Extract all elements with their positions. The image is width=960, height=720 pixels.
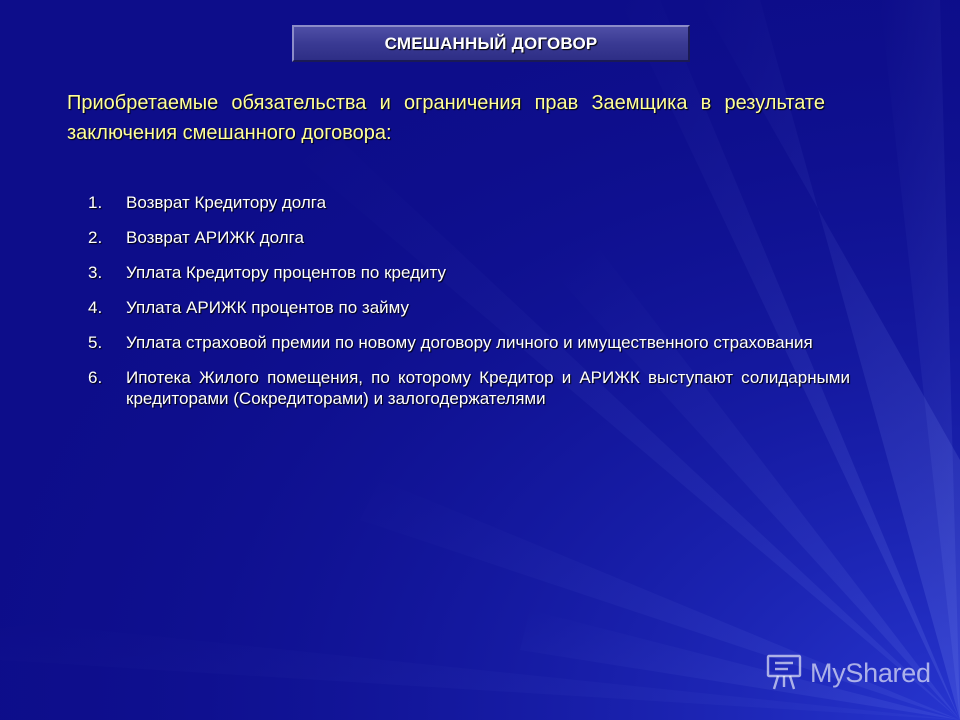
page-title: СМЕШАННЫЙ ДОГОВОР xyxy=(384,33,598,53)
list-item-text: Уплата страховой премии по новому договору личного и имущественного страхования xyxy=(126,333,813,352)
title-box xyxy=(292,25,690,62)
list-item-number: 1. xyxy=(88,193,103,212)
list-item xyxy=(88,227,850,248)
list-item-number: 3. xyxy=(88,263,103,282)
list-item xyxy=(88,262,850,283)
list-item xyxy=(88,297,850,318)
obligations-list xyxy=(88,192,850,423)
list-item xyxy=(88,367,850,409)
list-item xyxy=(88,192,850,213)
list-item-number: 5. xyxy=(88,333,103,352)
list-item-text: Возврат АРИЖК долга xyxy=(126,228,304,247)
list-item xyxy=(88,332,850,353)
list-item-text: Уплата Кредитору процентов по кредиту xyxy=(126,263,446,282)
list-item-number: 4. xyxy=(88,298,103,317)
list-item-number: 6. xyxy=(88,368,103,387)
list-item-number: 2. xyxy=(88,228,103,247)
list-item-text: Ипотека Жилого помещения, по которому Кредитор и АРИЖК выступают солидарными кредиторами (Сокредиторами) и залогодержателями xyxy=(126,368,850,408)
list-item-text: Возврат Кредитору долга xyxy=(126,193,327,212)
watermark-text: MyShared xyxy=(810,657,931,688)
list-item-text: Уплата АРИЖК процентов по займу xyxy=(126,298,410,317)
classroom-board-icon xyxy=(766,654,802,692)
watermark xyxy=(766,654,931,692)
subtitle: Приобретаемые обязательства и ограничения прав Заемщика в результате заключения смешанного договора: xyxy=(67,92,825,144)
